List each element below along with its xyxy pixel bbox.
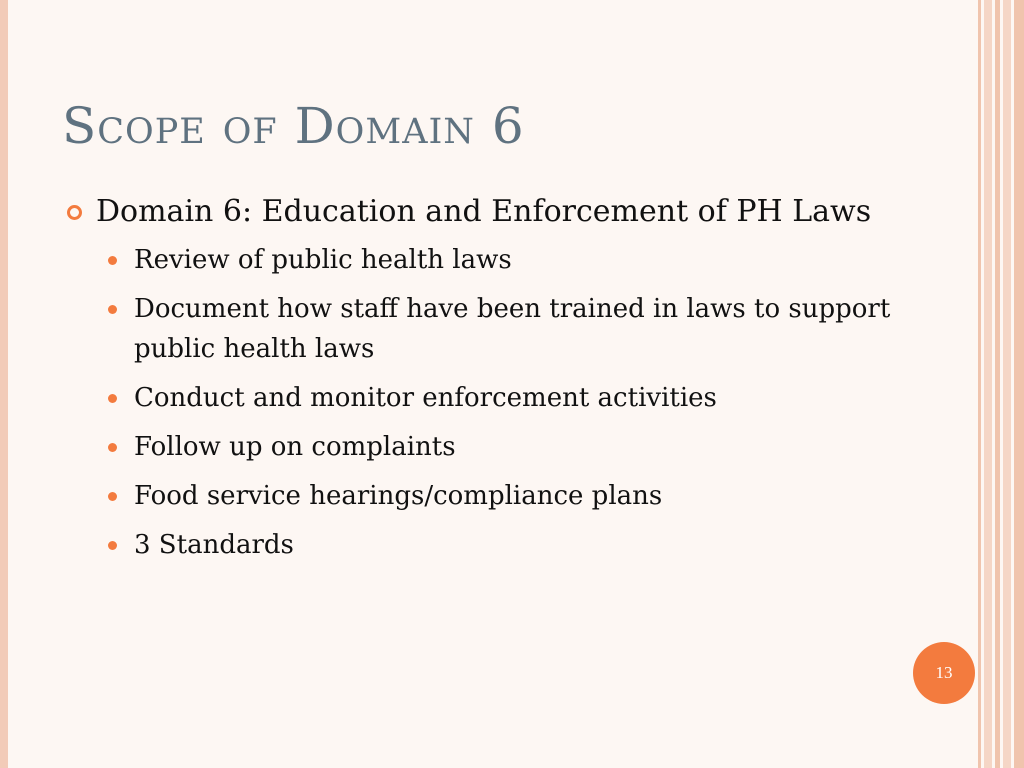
slide-content	[62, 190, 922, 574]
sub-bullet-text: Document how staff have been trained in laws to support public health laws	[134, 294, 891, 364]
dot-bullet-icon	[108, 492, 117, 501]
dot-bullet-icon	[108, 305, 117, 314]
sub-bullet-item	[100, 427, 922, 467]
ring-bullet-icon	[67, 205, 82, 220]
sub-bullet-item	[100, 240, 922, 280]
main-bullet	[62, 190, 922, 234]
right-border-stripe	[1003, 0, 1011, 768]
dot-bullet-icon	[108, 256, 117, 265]
sub-bullet-item	[100, 289, 922, 369]
dot-bullet-icon	[108, 541, 117, 550]
sub-bullet-list	[62, 240, 922, 565]
sub-bullet-text: Review of public health laws	[134, 245, 512, 275]
sub-bullet-text: Follow up on complaints	[134, 432, 456, 462]
right-border-stripe	[995, 0, 1000, 768]
sub-bullet-text: Conduct and monitor enforcement activities	[134, 383, 717, 413]
left-border-stripe	[0, 0, 8, 768]
sub-bullet-item	[100, 476, 922, 516]
dot-bullet-icon	[108, 394, 117, 403]
sub-bullet-item	[100, 378, 922, 418]
page-number-badge: 13	[913, 642, 975, 704]
sub-bullet-text: 3 Standards	[134, 530, 294, 560]
right-border-stripe	[978, 0, 981, 768]
dot-bullet-icon	[108, 443, 117, 452]
right-border-stripe	[1014, 0, 1024, 768]
slide-title: Scope of Domain 6	[62, 97, 525, 155]
main-bullet-text: Domain 6: Education and Enforcement of PH Laws	[96, 194, 872, 229]
right-border-stripe	[984, 0, 992, 768]
sub-bullet-item	[100, 525, 922, 565]
sub-bullet-text: Food service hearings/compliance plans	[134, 481, 663, 511]
